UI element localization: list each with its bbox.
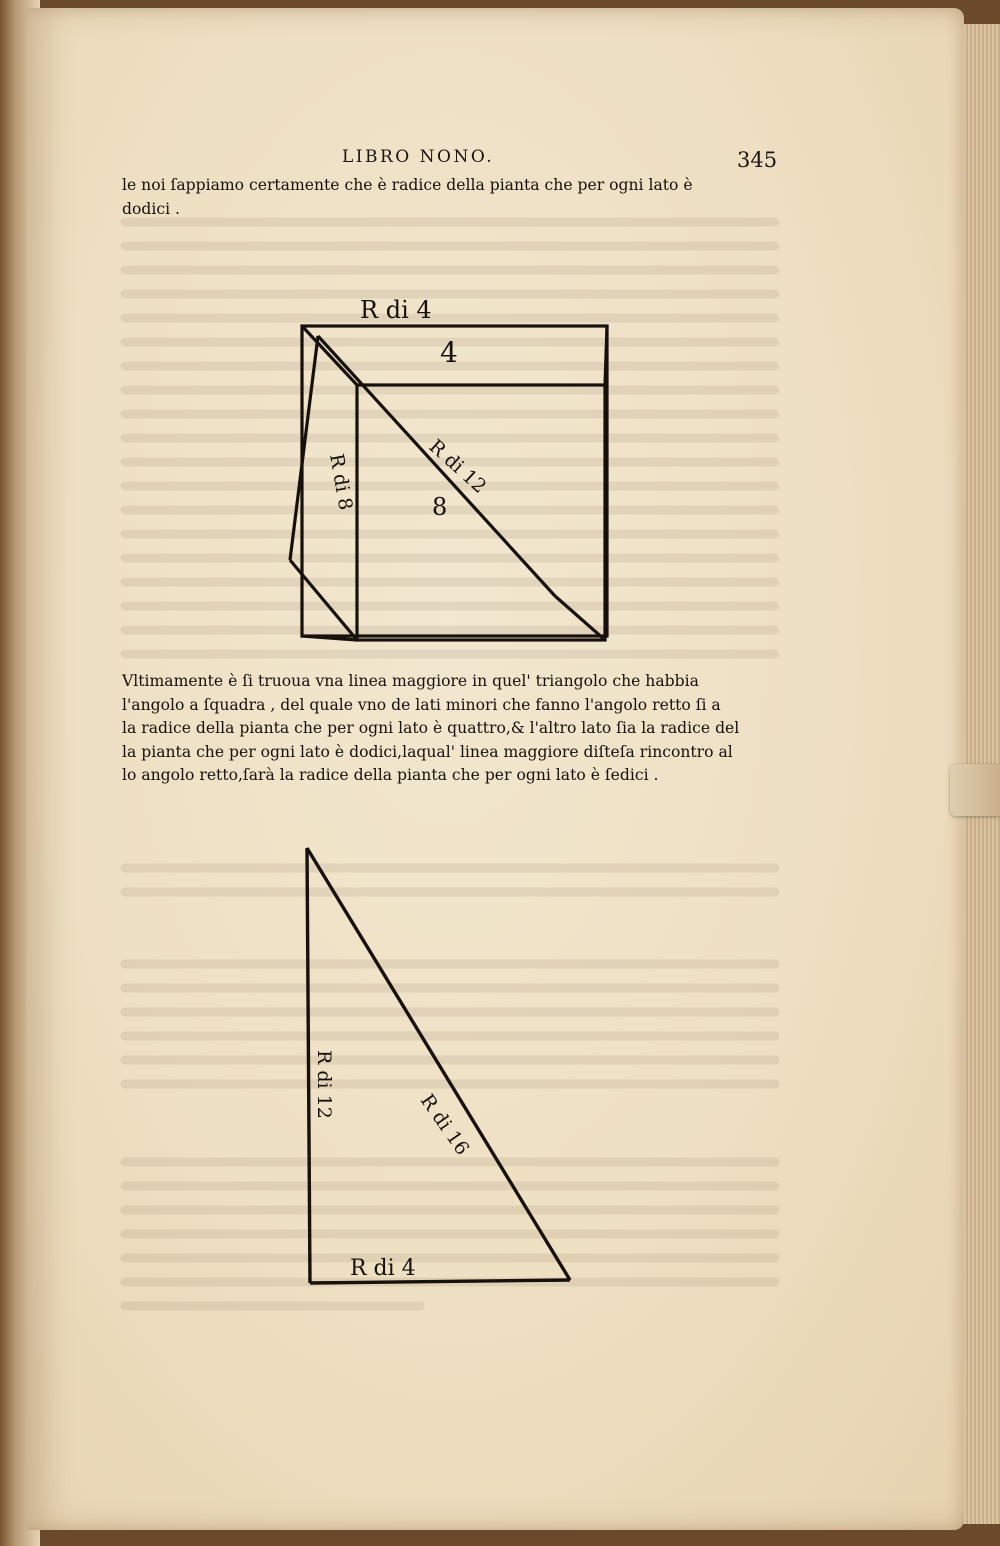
text-line: dodici . [122, 199, 180, 218]
triangle-hypotenuse [307, 848, 570, 1280]
triangle-hypotenuse-label: R di 16 [415, 1090, 474, 1160]
cube-face-label: 4 [440, 336, 458, 369]
triangle-vertical-label: R di 12 [313, 1050, 335, 1119]
triangle-vertical-side [307, 848, 310, 1283]
text-line: la radice della pianta che per ogni lato è quattro,& l'altro lato ſia la radice del [122, 719, 740, 737]
cube-diagonal-left-label: R di 8 [325, 452, 357, 512]
cube-top-label: R di 4 [360, 296, 432, 324]
triangle-base [310, 1280, 570, 1283]
text-line: la pianta che per ogni lato è dodici,laqual' linea maggiore diſteſa rincontro al [122, 742, 733, 761]
page-number: 345 [737, 148, 778, 172]
cube-diagonal-right-label: R di 12 [424, 435, 491, 498]
text-line: lo angolo retto,ſarà la radice della pianta che per ogni lato è ſedici . [122, 766, 659, 784]
running-title: LIBRO NONO. [342, 147, 495, 167]
text-line: le noi ſappiamo certamente che è radice della pianta che per ogni lato è [122, 176, 693, 194]
text-line: Vltimamente è ſi truoua vna linea maggiore in quel' triangolo che habbia [122, 672, 699, 690]
triangle-base-label: R di 4 [350, 1256, 416, 1281]
text-line: l'angolo a ſquadra , del quale vno de lati minori che fanno l'angolo retto ſi a [122, 695, 721, 714]
cube-center-label: 8 [432, 493, 448, 521]
